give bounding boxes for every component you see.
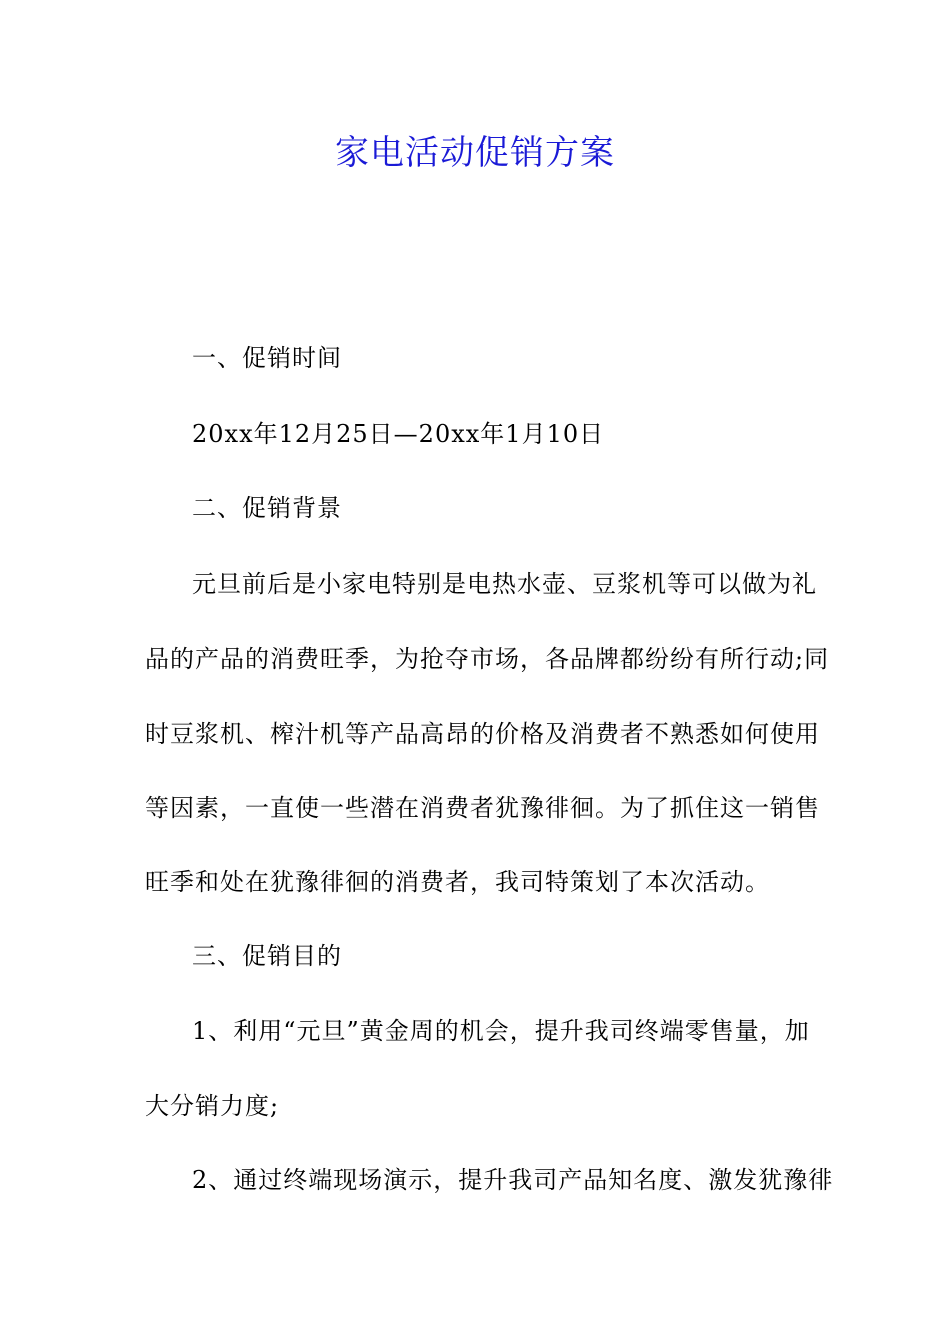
document-title: 家电活动促销方案 [335, 133, 615, 173]
paragraph-line: 元旦前后是小家电特别是电热水壶、豆浆机等可以做为礼 [192, 570, 817, 598]
paragraph-line: 旺季和处在犹豫徘徊的消费者，我司特策划了本次活动。 [145, 868, 770, 896]
paragraph-line: 等因素，一直使一些潜在消费者犹豫徘徊。为了抓住这一销售 [145, 794, 820, 822]
paragraph-line: 时豆浆机、榨汁机等产品高昂的价格及消费者不熟悉如何使用 [145, 720, 820, 748]
list-item-line: 2、通过终端现场演示，提升我司产品知名度、激发犹豫徘 [192, 1166, 834, 1194]
section-heading-purpose: 三、促销目的 [192, 942, 342, 970]
section-heading-background: 二、促销背景 [192, 494, 342, 522]
promotion-date-range: 20xx年12月25日—20xx年1月10日 [192, 420, 605, 448]
paragraph-line: 品的产品的消费旺季，为抢夺市场，各品牌都纷纷有所行动;同 [145, 645, 830, 673]
section-heading-promotion-time: 一、促销时间 [192, 344, 342, 372]
list-item-line: 1、利用“元旦”黄金周的机会，提升我司终端零售量，加 [192, 1017, 810, 1045]
list-item-line: 大分销力度; [145, 1092, 280, 1120]
